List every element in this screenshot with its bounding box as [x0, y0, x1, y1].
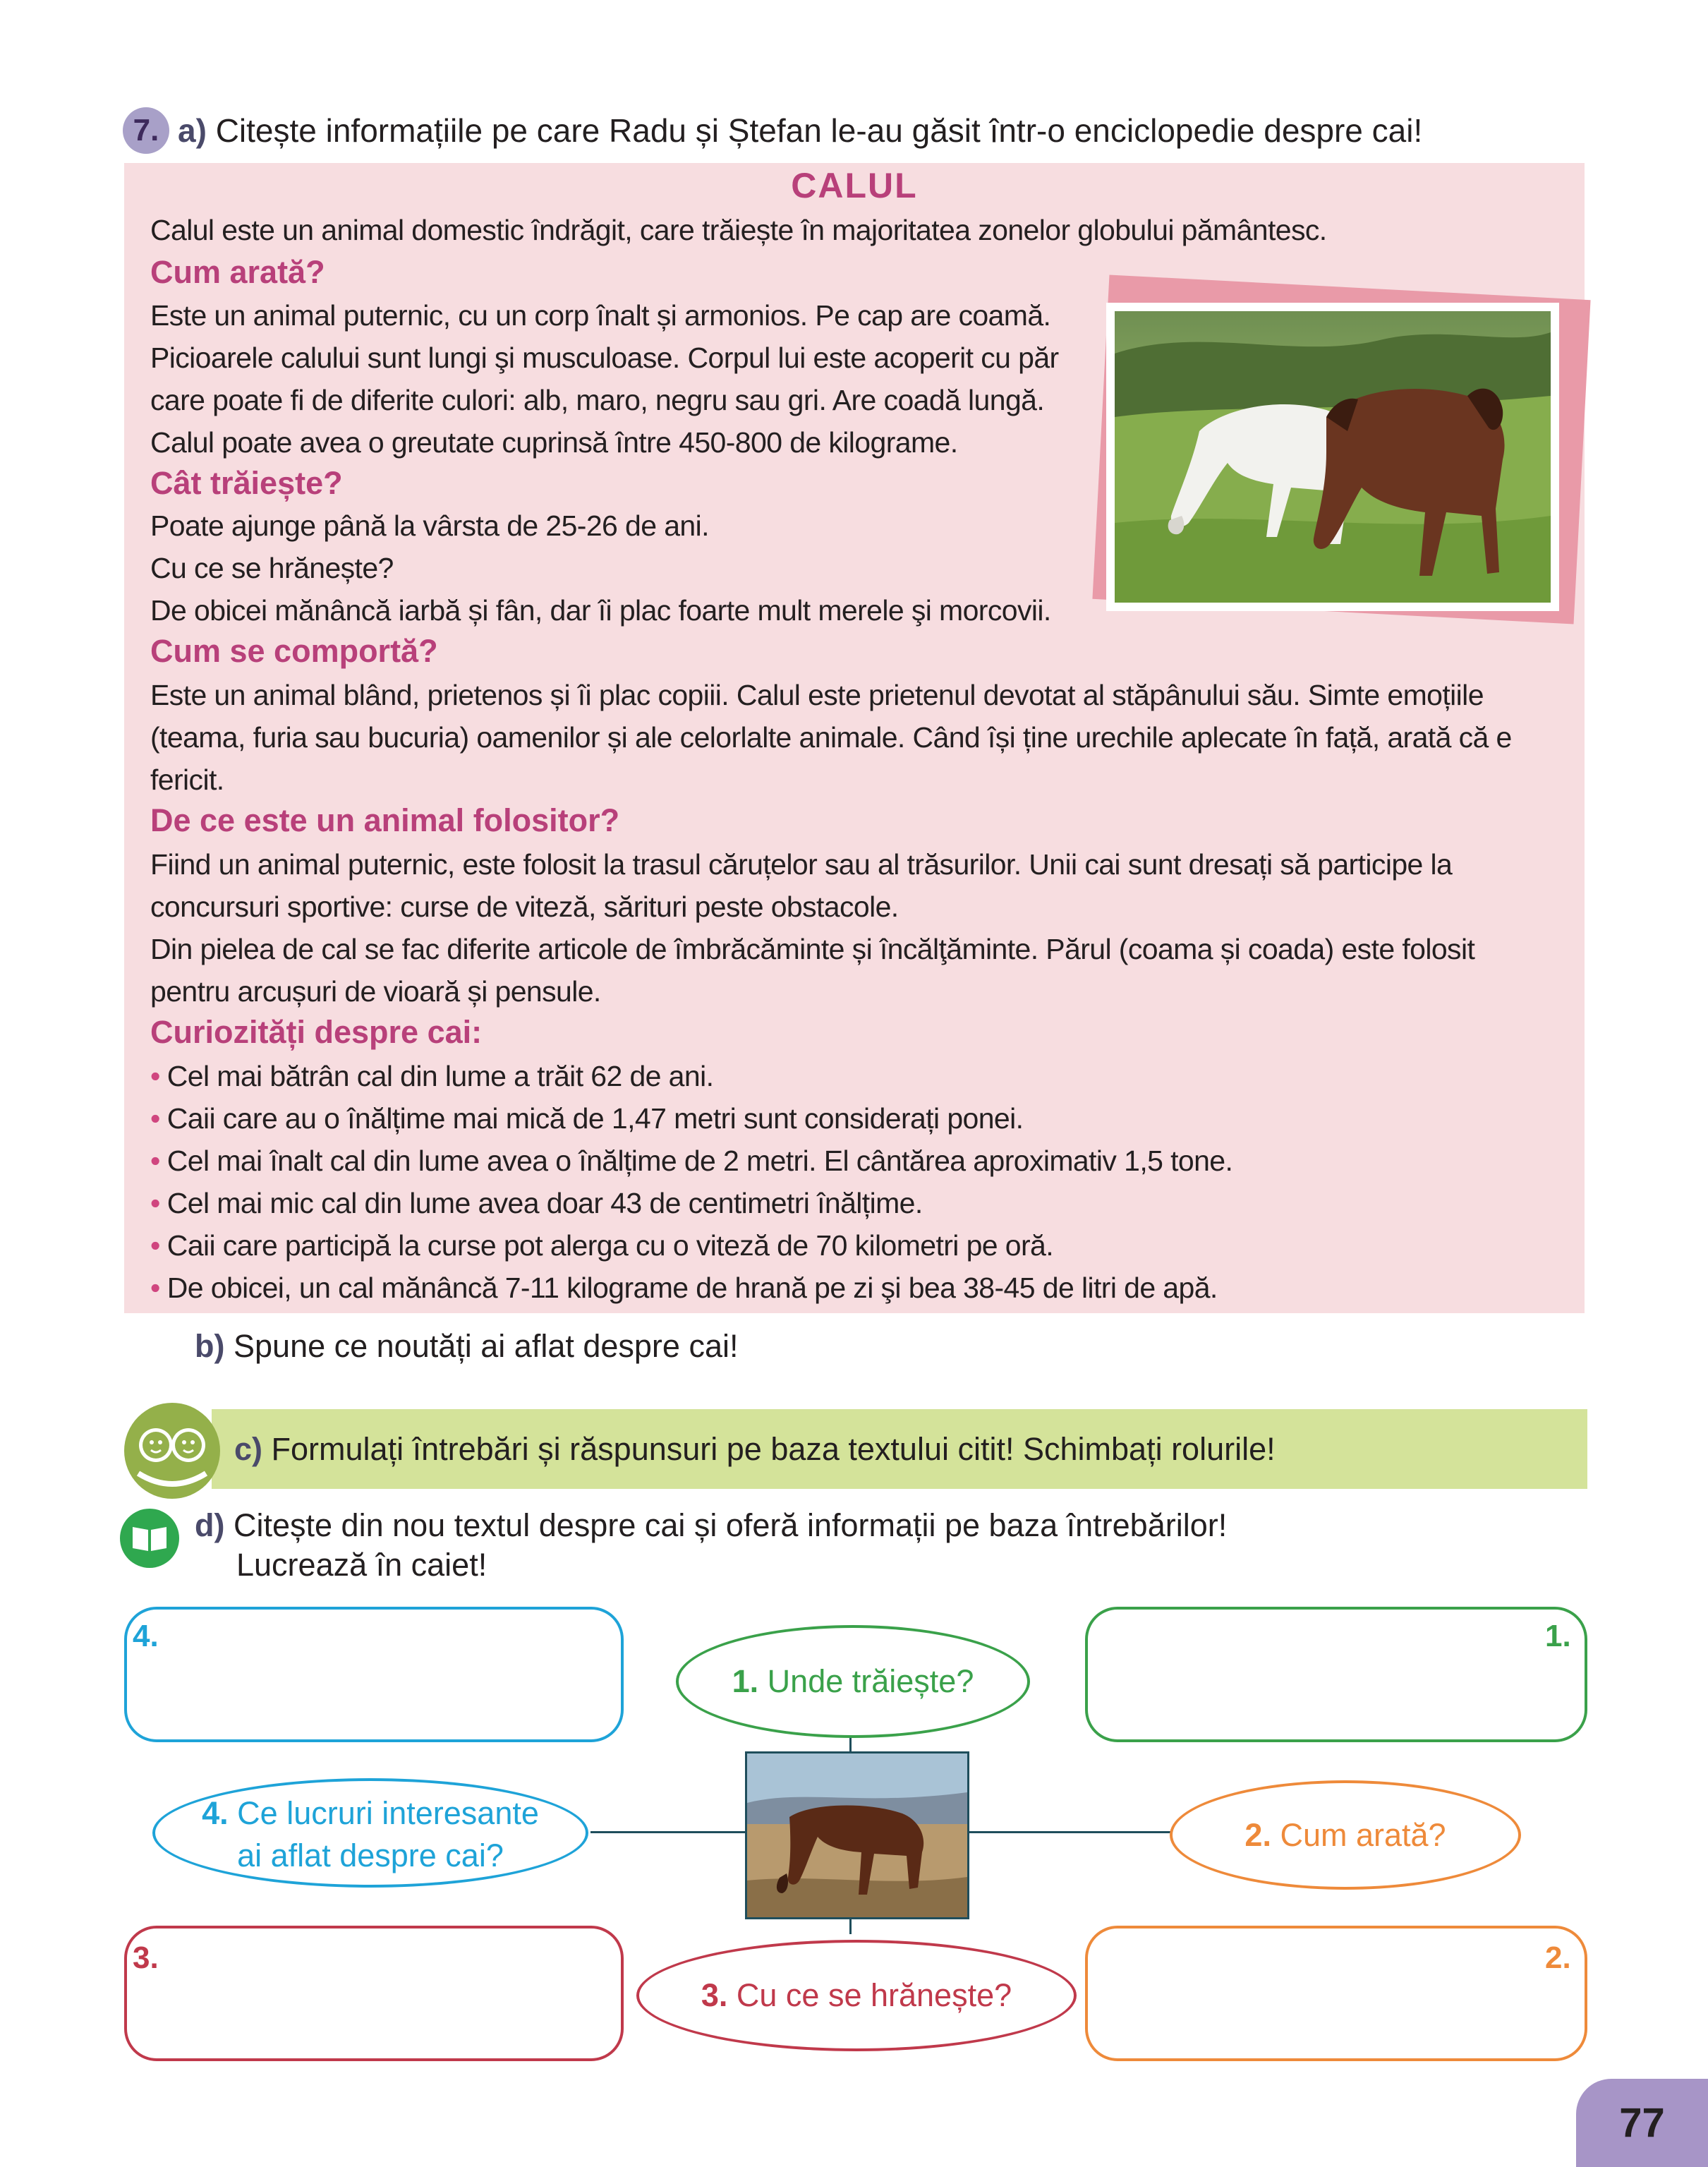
part-a-instruction [178, 107, 1422, 154]
question-oval-4: 4. Ce lucruri interesante ai aflat despre cai? [152, 1778, 588, 1888]
usefulness-line-2: concursuri sportive: curse de viteză, sărituri peste obstacole. [150, 891, 899, 923]
book-icon [120, 1509, 179, 1568]
pair-work-icon [124, 1403, 220, 1499]
fact-item: • Cel mai mic cal din lume avea doar 43 de centimetri înălțime. [150, 1187, 923, 1219]
part-d-line-1: Citește din nou textul despre cai și oferă informații pe baza întrebărilor! [234, 1507, 1228, 1543]
usefulness-line-1: Fiind un animal puternic, este folosit la trasul căruțelor sau al trăsurilor. Unii cai sunt dresați să participe la [150, 848, 1453, 881]
horse-photo [745, 1751, 969, 1919]
bullet-icon: • [150, 1102, 160, 1135]
food-text: De obicei mănâncă iarbă și fân, dar îi plac foarte mult merele şi morcovii. [150, 594, 1051, 627]
usefulness-line-3: Din pielea de cal se fac diferite articole de îmbrăcăminte și încălţăminte. Părul (coama și coada) este folosit [150, 933, 1475, 965]
fact-item: • Caii care au o înălțime mai mică de 1,47 metri sunt considerați ponei. [150, 1102, 1024, 1135]
answer-box-3[interactable] [124, 1926, 624, 2061]
question-oval-3: 3. Cu ce se hrănește? [636, 1940, 1077, 2051]
fact-item: • Cel mai bătrân cal din lume a trăit 62 de ani. [150, 1060, 714, 1092]
part-c-text: Formulați întrebări și răspunsuri pe baza textului citit! Schimbați rolurile! [271, 1431, 1276, 1467]
answer-box-2-number: 2. [1545, 1940, 1571, 1975]
connector-line [965, 1831, 1171, 1833]
part-c-instruction [234, 1428, 1276, 1471]
appearance-line-2: Picioarele calului sunt lungi şi musculoase. Corpul lui este acoperit cu păr [150, 342, 1059, 374]
answer-box-4-number: 4. [133, 1619, 159, 1653]
article-intro: Calul este un animal domestic îndrăgit, care trăiește în majoritatea zonelor globului pământesc. [150, 214, 1327, 246]
section-heading-food: Cu ce se hrănește? [150, 552, 394, 584]
exercise-number-badge: 7. [123, 107, 169, 154]
behavior-line-1: Este un animal blând, prietenos și îi plac copiii. Calul este prietenul devotat al stăpânului său. Simte emoțiile [150, 679, 1484, 711]
question-oval-2: 2. Cum arată? [1170, 1780, 1521, 1890]
appearance-line-1: Este un animal puternic, cu un corp înalt și armonios. Pe cap are coamă. [150, 299, 1051, 332]
bullet-icon: • [150, 1060, 160, 1092]
answer-box-2[interactable] [1085, 1926, 1587, 2061]
part-a-label: a) [178, 112, 207, 149]
section-heading-lifespan: Cât trăiește? [150, 465, 343, 501]
part-b-label: b) [195, 1328, 225, 1364]
answer-box-3-number: 3. [133, 1940, 159, 1975]
answer-box-1[interactable] [1085, 1607, 1587, 1742]
part-a-text: Citește informațiile pe care Radu și Ștefan le-au găsit într-o enciclopedie despre cai! [215, 112, 1423, 149]
article-title: CALUL [791, 166, 918, 205]
behavior-line-3: fericit. [150, 763, 224, 796]
part-d-instruction [195, 1504, 1227, 1547]
fact-item: • De obicei, un cal mănâncă 7-11 kilograme de hrană pe zi şi bea 38-45 de litri de apă. [150, 1272, 1218, 1304]
part-d-label: d) [195, 1507, 225, 1543]
part-b-instruction [195, 1325, 738, 1368]
question-oval-1: 1. Unde trăiește? [676, 1625, 1030, 1738]
section-heading-curiosities: Curiozități despre cai: [150, 1014, 483, 1050]
lifespan-text: Poate ajunge până la vârsta de 25-26 de ani. [150, 509, 709, 542]
part-c-label: c) [234, 1431, 263, 1467]
bullet-icon: • [150, 1272, 160, 1304]
answer-box-1-number: 1. [1545, 1619, 1571, 1653]
part-b-text: Spune ce noutăți ai aflat despre cai! [234, 1328, 739, 1364]
section-heading-usefulness: De ce este un animal folositor? [150, 802, 620, 838]
bullet-icon: • [150, 1229, 160, 1262]
usefulness-line-4: pentru arcușuri de vioară și pensule. [150, 975, 601, 1008]
appearance-line-4: Calul poate avea o greutate cuprinsă între 450-800 de kilograme. [150, 426, 958, 459]
appearance-line-3: care poate fi de diferite culori: alb, maro, negru sau gri. Are coadă lungă. [150, 384, 1045, 416]
fact-item: • Caii care participă la curse pot alerga cu o viteză de 70 kilometri pe oră. [150, 1229, 1054, 1262]
horses-grazing-photo [1115, 311, 1551, 603]
connector-line [590, 1831, 746, 1833]
section-heading-appearance: Cum arată? [150, 254, 325, 290]
bullet-icon: • [150, 1145, 160, 1177]
bullet-icon: • [150, 1187, 160, 1219]
answer-box-4[interactable] [124, 1607, 624, 1742]
section-heading-behavior: Cum se comportă? [150, 633, 438, 669]
part-d-line-2: Lucrează în caiet! [236, 1547, 487, 1583]
fact-item: • Cel mai înalt cal din lume avea o înălțime de 2 metri. El cântărea aproximativ 1,5 tone. [150, 1145, 1233, 1177]
behavior-line-2: (teama, furia sau bucuria) oamenilor și ale celorlalte animale. Când își ține urechile aplecate în față, arată că e [150, 721, 1512, 754]
page-number: 77 [1619, 2100, 1665, 2146]
